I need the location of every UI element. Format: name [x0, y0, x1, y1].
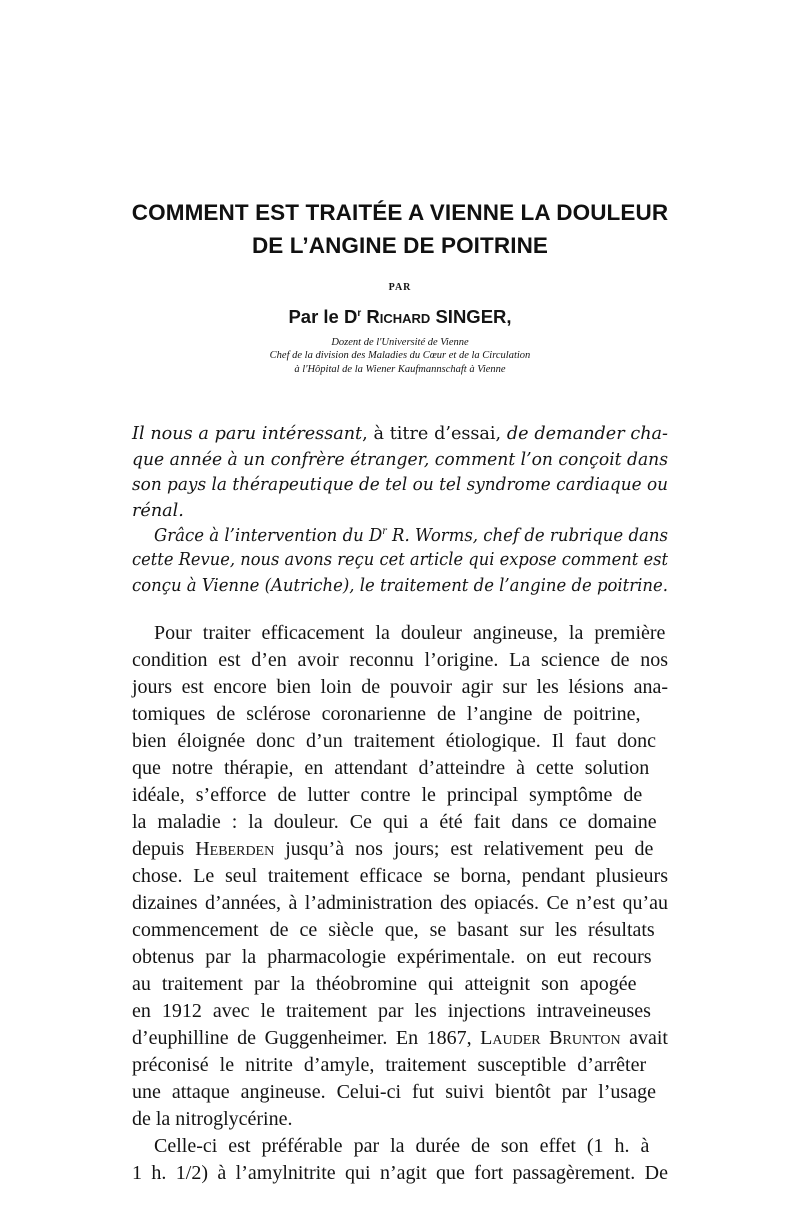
body-line-20: Celle-ci est préférable par la durée de son effet (1 h. à — [154, 1135, 650, 1157]
intro-roman-phrase: , à titre d’essai, — [362, 424, 507, 444]
body-line-6: que notre thérapie, en attendant d’atteindre à cette solution — [132, 757, 650, 779]
intro-line-3 — [132, 477, 668, 495]
body-line-8: la maladie : la douleur. Ce qui a été fait dans ce domaine — [132, 811, 657, 833]
body-line-14: au traitement par la théobromine qui atteignit son apogée — [132, 973, 637, 995]
intro-line-1 — [132, 426, 668, 444]
author-line — [0, 306, 800, 328]
body-line-18: une attaque angineuse. Celui-ci fut suivi bientôt par l’usage — [132, 1081, 656, 1103]
body-line-17: préconisé le nitrite d’amyle, traitement susceptible d’arrêter — [132, 1054, 647, 1076]
body-line-7: idéale, s’efforce de lutter contre le principal symptôme de — [132, 784, 643, 806]
intro-line-4 — [132, 503, 184, 521]
body-line-13: obtenus par la pharmacologie expérimentale. on eut recours — [132, 946, 652, 968]
author-last-name: SINGER, — [435, 306, 512, 327]
intro-text: Grâce à l’intervention du D — [154, 526, 383, 546]
body-text: d’euphilline de Guggenheimer. En 1867, — [132, 1027, 481, 1049]
intro-phrase: de demander cha- — [506, 424, 668, 444]
author-title-sup: r — [357, 308, 362, 319]
body-line-12: commencement de ce siècle que, se basant sur les résultats — [132, 919, 655, 941]
body-line-15: en 1912 avec le traitement par les injections intraveineuses — [132, 1000, 651, 1022]
author-prefix: Par le D — [288, 306, 358, 327]
intro-text: R. Worms, chef de rubrique dans — [386, 526, 668, 546]
intro-line-7 — [132, 578, 668, 596]
person-name-lauder-brunton: Lauder Brunton — [480, 1027, 621, 1049]
affiliation-line-1: Dozent de l'Université de Vienne — [331, 337, 469, 348]
intro-text: son pays la thérapeutique de tel ou tel syndrome cardiaque ou — [132, 475, 668, 495]
intro-line-2 — [132, 452, 668, 470]
intro-text: rénal. — [132, 501, 184, 521]
intro-text: conçu à Vienne (Autriche), le traitement de l’angine de poitrine. — [132, 576, 668, 596]
affiliation-line-2: Chef de la division des Maladies du Cœur et de la Circulation — [269, 350, 531, 361]
body-line-1: Pour traiter efficacement la douleur angineuse, la première — [154, 622, 666, 644]
body-text: avait — [620, 1027, 668, 1049]
article-title-line-1: COMMENT EST TRAITÉE A VIENNE LA DOULEUR — [131, 200, 669, 225]
body-line-4: tomiques de sclérose coronarienne de l’angine de poitrine, — [132, 703, 641, 725]
body-line-19: de la nitroglycérine. — [132, 1108, 293, 1130]
body-line-11: dizaines d’années, à l’administration des opiacés. Ce n’est qu’au — [132, 892, 668, 914]
intro-sup: r — [382, 526, 387, 537]
by-label: PAR — [388, 282, 412, 293]
body-line-10: chose. Le seul traitement efficace se borna, pendant plusieurs — [132, 865, 668, 887]
body-line-9 — [132, 839, 653, 859]
affiliation-line-3: à l'Hôpital de la Wiener Kaufmannschaft à Vienne — [294, 364, 506, 375]
body-text: depuis — [132, 838, 196, 860]
person-name-heberden: Heberden — [195, 838, 275, 860]
body-line-21: 1 h. 1/2) à l’amylnitrite qui n’agit que fort passagèrement. De — [132, 1162, 668, 1184]
article-title-line-2: DE L’ANGINE DE POITRINE — [251, 233, 549, 258]
intro-text: que année à un confrère étranger, comment l’on conçoit dans — [132, 450, 668, 470]
intro-text: cette Revue, nous avons reçu cet article qui expose comment est — [132, 550, 668, 570]
author-first-name: Richard — [366, 306, 431, 327]
intro-phrase: Il nous a paru intéressant — [132, 424, 363, 444]
intro-line-5 — [154, 527, 668, 546]
intro-line-6 — [132, 552, 668, 570]
body-text: jusqu’à nos jours; est relativement peu de — [274, 838, 654, 860]
body-line-2: condition est d’en avoir reconnu l’origine. La science de nos — [132, 649, 668, 671]
body-line-3: jours est encore bien loin de pouvoir agir sur les lésions ana- — [132, 676, 668, 698]
body-line-16 — [132, 1028, 668, 1048]
body-line-5: bien éloignée donc d’un traitement étiologique. Il faut donc — [132, 730, 656, 752]
